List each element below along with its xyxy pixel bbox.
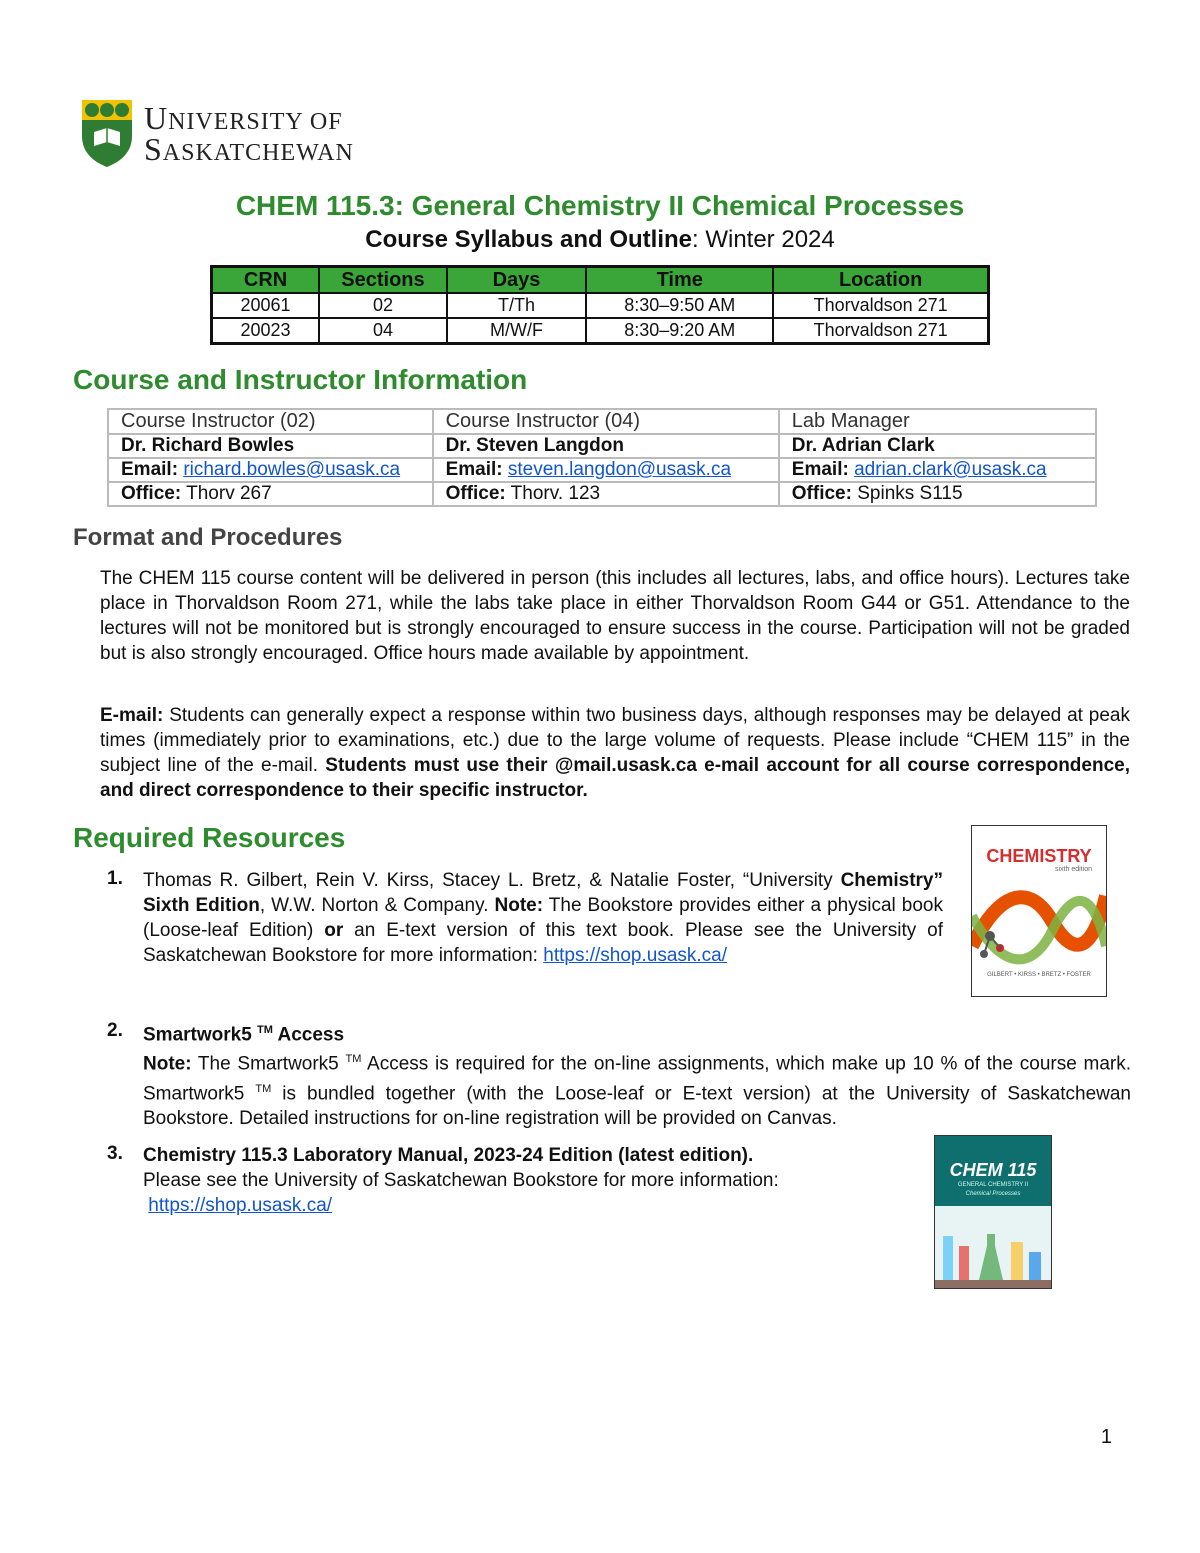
page-number: 1 (1100, 1426, 1112, 1448)
logo-line1-rest: NIVERSITY OF (168, 109, 343, 135)
schedule-header-cell: Time (586, 267, 773, 294)
table-row (212, 293, 989, 318)
instructor-name: Dr. Steven Langdon (433, 434, 779, 458)
instructor-header: Course Instructor (04) (433, 409, 779, 434)
item3-title: Chemistry 115.3 Laboratory Manual, 2023-24 Edition (latest edition). (143, 1145, 754, 1166)
resource-item-2 (143, 1018, 1131, 1131)
item1-text-d: The Bookstore provides either a physical book (Loose-leaf Edition) (143, 895, 943, 941)
table-cell (779, 458, 1096, 482)
item-number: 3. (107, 1143, 123, 1164)
book2-title: CHEM 115 (949, 1160, 1037, 1180)
schedule-header-row (212, 267, 989, 294)
bookstore-link[interactable]: https://shop.usask.ca/ (148, 1195, 333, 1216)
lab-glassware-icon (935, 1206, 1051, 1288)
subtitle-term: : Winter 2024 (692, 226, 835, 253)
item1-text-e: an E-text version of this text book. Please see the University of Saskatchewan Bookstore for more information: (143, 920, 943, 966)
logo-line2-rest: ASKATCHEWAN (162, 140, 354, 166)
email-link[interactable]: adrian.clark@usask.ca (854, 459, 1047, 480)
instructor-name: Dr. Adrian Clark (779, 434, 1096, 458)
table-cell: 8:30–9:50 AM (586, 293, 773, 318)
book1-title: CHEMISTRY (986, 846, 1092, 866)
item1-note-label: Note: (494, 895, 544, 916)
table-cell: 02 (319, 293, 447, 318)
resource-item-3 (143, 1143, 923, 1218)
item2-text-c: is bundled together (with the Loose-leaf or E-text version) at the University of Saskatchewan Bookstore. Detailed instructions for on-line registration will be provided on Canvas. (143, 1082, 1131, 1129)
table-cell: 8:30–9:20 AM (586, 318, 773, 344)
table-cell: 20061 (212, 293, 320, 318)
item2-tm3: TM (255, 1082, 272, 1095)
item2-access: Access (272, 1024, 345, 1046)
item-number: 2. (107, 1020, 123, 1041)
book1-edition: sixth edition (1055, 866, 1092, 873)
schedule-table (210, 265, 990, 345)
office-label: Office: (445, 483, 506, 504)
schedule-header-cell: Sections (319, 267, 447, 294)
instructor-header: Lab Manager (779, 409, 1096, 434)
item2-note-label: Note: (143, 1053, 192, 1075)
dna-helix-icon (972, 876, 1106, 971)
resource-item-1 (143, 868, 943, 968)
item-number: 1. (107, 868, 123, 889)
item3-text: Please see the University of Saskatchewan Bookstore for more information: (143, 1170, 779, 1191)
book2-subtitle2: Chemical Processes (965, 1191, 1021, 1197)
item1-text-a: Thomas R. Gilbert, Rein V. Kirss, Stacey L. Bretz, & Natalie Foster, “University (143, 870, 841, 891)
table-cell (108, 458, 433, 482)
bookstore-link[interactable]: https://shop.usask.ca/ (543, 945, 728, 966)
table-cell: M/W/F (447, 318, 586, 344)
format-heading: Format and Procedures (73, 524, 343, 551)
instructor-table (107, 408, 1097, 507)
table-cell: 20023 (212, 318, 320, 344)
textbook-cover-image (971, 825, 1107, 997)
table-row (108, 482, 1096, 506)
table-cell: 04 (319, 318, 447, 344)
email-label: Email: (445, 459, 503, 480)
logo-line2-initial: S (144, 131, 163, 167)
table-row (108, 409, 1096, 434)
instructor-header: Course Instructor (02) (108, 409, 433, 434)
email-paragraph-label: E-mail: (100, 705, 164, 726)
item2-tm2: TM (345, 1053, 362, 1066)
table-row (212, 318, 989, 344)
email-paragraph-bold: Students must use their @mail.usask.ca e-mail account for all course correspondence, and direct correspondence to their specific instructor. (100, 755, 1130, 801)
office-label: Office: (121, 483, 182, 504)
course-title: CHEM 115.3: General Chemistry II Chemical Processes (235, 190, 965, 221)
book1-authors: GILBERT • KIRSS • BRETZ • FOSTER (987, 972, 1091, 978)
email-label: Email: (121, 459, 179, 480)
email-paragraph (100, 703, 1130, 803)
instructor-name: Dr. Richard Bowles (108, 434, 433, 458)
table-cell: Thorvaldson 271 (773, 293, 988, 318)
table-cell: Thorvaldson 271 (773, 318, 988, 344)
office-value: Thorv. 123 (505, 483, 601, 504)
email-link[interactable]: steven.langdon@usask.ca (507, 459, 732, 480)
university-logo (80, 98, 380, 168)
table-cell: T/Th (447, 293, 586, 318)
item2-text-a: The Smartwork5 (191, 1053, 346, 1075)
schedule-header-cell: CRN (212, 267, 320, 294)
course-subtitle (0, 226, 1200, 254)
item1-text-c: , W.W. Norton & Company. (259, 895, 495, 916)
university-crest-icon (80, 98, 134, 168)
logo-line1-initial: U (144, 100, 169, 136)
item2-tm: TM (257, 1024, 273, 1036)
resources-heading: Required Resources (73, 822, 346, 853)
schedule-header-cell: Location (773, 267, 988, 294)
subtitle-bold: Course Syllabus and Outline (365, 226, 692, 253)
item2-title: Smartwork5 (143, 1024, 258, 1046)
book2-subtitle: GENERAL CHEMISTRY II (957, 1182, 1029, 1188)
office-label: Office: (791, 483, 852, 504)
item1-title: Chemistry” Sixth Edition (143, 870, 943, 916)
table-cell (779, 482, 1096, 506)
section-heading-info: Course and Instructor Information (73, 364, 528, 395)
table-cell (433, 482, 779, 506)
lab-manual-cover-image (934, 1135, 1052, 1289)
item1-or: or (324, 920, 344, 941)
office-value: Thorv 267 (181, 483, 272, 504)
item2-text-b: Access is required for the on-line assignments, which make up 10 % of the course mark. Smartwork5 (143, 1053, 1131, 1104)
table-cell (433, 458, 779, 482)
email-label: Email: (791, 459, 849, 480)
email-paragraph-text: Students can generally expect a response within two business days, although responses may be delayed at peak times (immediately prior to examinations, etc.) due to the large volume of requests. Please include “CHEM 115” in the subject line of the e-mail. (100, 705, 1130, 776)
table-row (108, 458, 1096, 482)
table-cell (108, 482, 433, 506)
email-link[interactable]: richard.bowles@usask.ca (183, 459, 401, 480)
office-value: Spinks S115 (851, 483, 963, 504)
format-paragraph: The CHEM 115 course content will be delivered in person (this includes all lectures, labs, and office hours). Lectures take place in Thorvaldson Room 271, while the labs take place in either Thorvaldson Room G44 or G51. Attendance to the lectures will not be monitored but is strongly encouraged to ensure success in the course. Participation will not be graded but is also strongly encouraged. Office hours made available by appointment. (100, 568, 1130, 664)
table-row (108, 434, 1096, 458)
schedule-header-cell: Days (447, 267, 586, 294)
